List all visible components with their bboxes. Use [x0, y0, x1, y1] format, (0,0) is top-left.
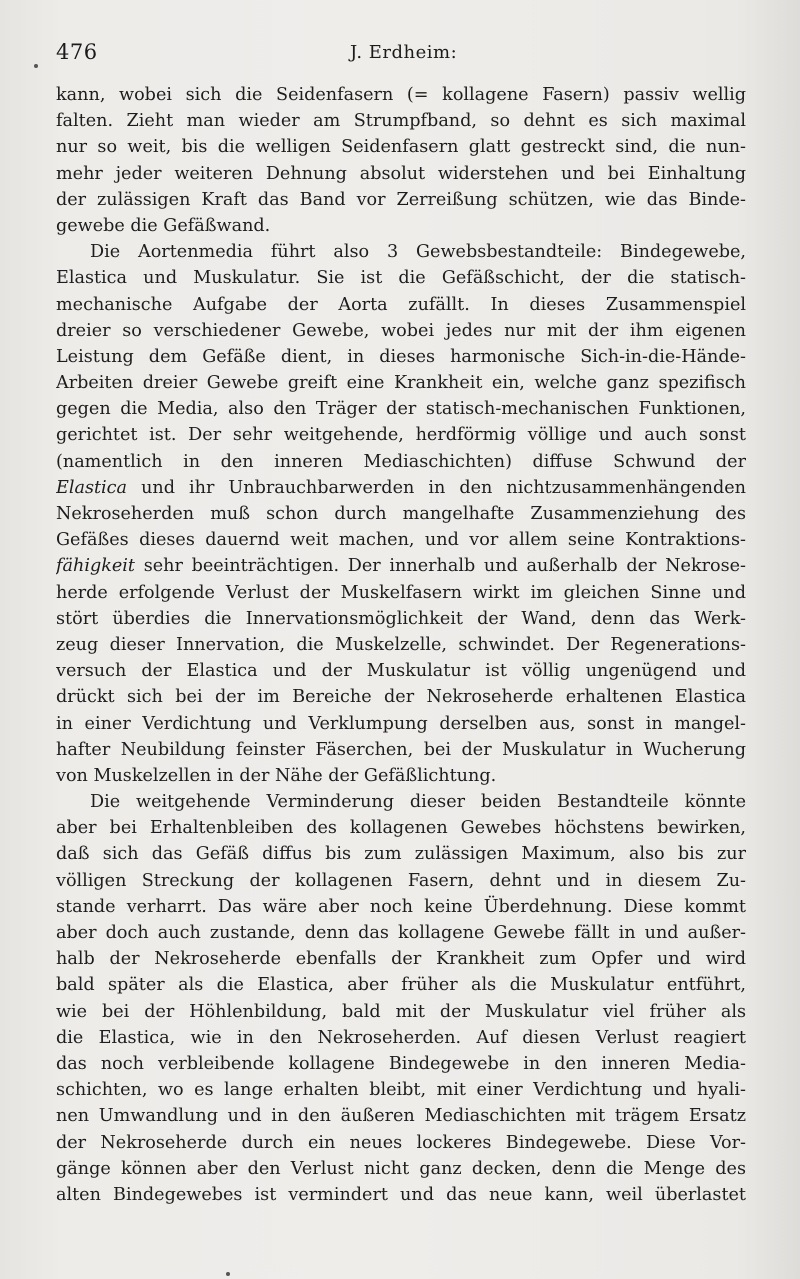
text-line: die Elastica, wie in den Nekroseherden. Auf diesen Verlust reagiert	[56, 1027, 746, 1048]
text-line: drückt sich bei der im Bereiche der Nekroseherde erhaltenen Elastica	[56, 687, 746, 708]
text-line: zeug dieser Innervation, die Muskelzelle, schwindet. Der Regenerations-	[56, 634, 746, 655]
text-line: mechanische Aufgabe der Aorta zufällt. In dieses Zusammenspiel	[56, 294, 746, 315]
text-line: mehr jeder weiteren Dehnung absolut widerstehen und bei Einhaltung	[56, 163, 746, 184]
page-header	[56, 40, 744, 70]
text-line: halb der Nekroseherde ebenfalls der Krankheit zum Opfer und wird	[56, 949, 746, 970]
text-line: Elastica und Muskulatur. Sie ist die Gefäßschicht, der die statisch-	[56, 268, 746, 289]
print-speck	[226, 1272, 230, 1276]
page-number: 476	[56, 40, 98, 64]
text-line: alten Bindegewebes ist vermindert und das neue kann, weil überlastet	[56, 1184, 746, 1205]
text-line: wie bei der Höhlenbildung, bald mit der Muskulatur viel früher als	[56, 1001, 746, 1022]
text-line: dreier so verschiedener Gewebe, wobei jedes nur mit der ihm eigenen	[56, 320, 746, 341]
print-speck	[34, 64, 38, 68]
text-line: (namentlich in den inneren Mediaschichten) diffuse Schwund der	[56, 451, 746, 472]
running-head: J. Erdheim:	[350, 42, 458, 63]
text-line: kann, wobei sich die Seidenfasern (= kollagene Fasern) passiv wellig	[56, 85, 746, 105]
text-line: in einer Verdichtung und Verklumpung derselben aus, sonst in mangel-	[56, 713, 746, 734]
text-line: gänge können aber den Verlust nicht ganz decken, denn die Menge des	[56, 1158, 746, 1179]
text-line: schichten, wo es lange erhalten bleibt, mit einer Verdichtung und hyali-	[56, 1080, 746, 1101]
text-line: völligen Streckung der kollagenen Fasern, dehnt und in diesem Zu-	[56, 870, 746, 891]
text-line: nur so weit, bis die welligen Seidenfasern glatt gestreckt sind, die nun-	[56, 137, 746, 158]
text-line: Arbeiten dreier Gewebe greift eine Krankheit ein, welche ganz spezifisch	[56, 373, 746, 394]
text-line: Gefäßes dieses dauernd weit machen, und vor allem seine Kontraktions-	[56, 530, 746, 551]
text-line: gewebe die Gefäßwand.	[56, 215, 271, 236]
text-line: stört überdies die Innervationsmöglichkeit der Wand, denn das Werk-	[56, 608, 746, 629]
text-line: aber bei Erhaltenbleiben des kollagenen Gewebes höchstens bewirken,	[56, 818, 746, 839]
text-line: das noch verbleibende kollagene Bindegewebe in den inneren Media-	[56, 1053, 746, 1074]
text-line: stande verharrt. Das wäre aber noch keine Überdehnung. Diese kommt	[56, 896, 746, 917]
text-line: Die Aortenmedia führt also 3 Gewebsbestandteile: Bindegewebe,	[90, 242, 746, 263]
text-line: gerichtet ist. Der sehr weitgehende, herdförmig völlige und auch sonst	[56, 425, 746, 446]
text-line: der zulässigen Kraft das Band vor Zerreißung schützen, wie das Binde-	[56, 189, 746, 210]
text-line: Leistung dem Gefäße dient, in dieses harmonische Sich-in-die-Hände-	[56, 346, 746, 367]
text-line: aber doch auch zustande, denn das kollagene Gewebe fällt in und außer-	[56, 923, 746, 943]
text-line: falten. Zieht man wieder am Strumpfband, so dehnt es sich maximal	[56, 111, 746, 132]
text-line: nen Umwandlung und in den äußeren Mediaschichten mit trägem Ersatz	[56, 1106, 746, 1127]
text-line: herde erfolgende Verlust der Muskelfasern wirkt im gleichen Sinne und	[56, 582, 746, 603]
text-line: Nekroseherden muß schon durch mangelhafte Zusammenziehung des	[56, 504, 746, 524]
text-line: von Muskelzellen in der Nähe der Gefäßlichtung.	[56, 765, 497, 786]
text-line: hafter Neubildung feinster Fäserchen, bei der Muskulatur in Wucherung	[56, 739, 746, 760]
text-line: versuch der Elastica und der Muskulatur ist völlig ungenügend und	[56, 661, 746, 682]
body-text	[56, 82, 746, 1208]
text-line: Elastica und ihr Unbrauchbarwerden in den nichtzusammenhängenden	[56, 477, 746, 498]
text-line: der Nekroseherde durch ein neues lockeres Bindegewebe. Diese Vor-	[56, 1132, 746, 1153]
text-line: fähigkeit sehr beeinträchtigen. Der innerhalb und außerhalb der Nekrose-	[56, 556, 746, 577]
text-line: gegen die Media, also den Träger der statisch-mechanischen Funktionen,	[56, 399, 746, 420]
text-line: daß sich das Gefäß diffus bis zum zulässigen Maximum, also bis zur	[56, 844, 746, 865]
text-line: Die weitgehende Verminderung dieser beiden Bestandteile könnte	[90, 792, 746, 813]
text-line: bald später als die Elastica, aber früher als die Muskulatur entführt,	[56, 975, 746, 996]
